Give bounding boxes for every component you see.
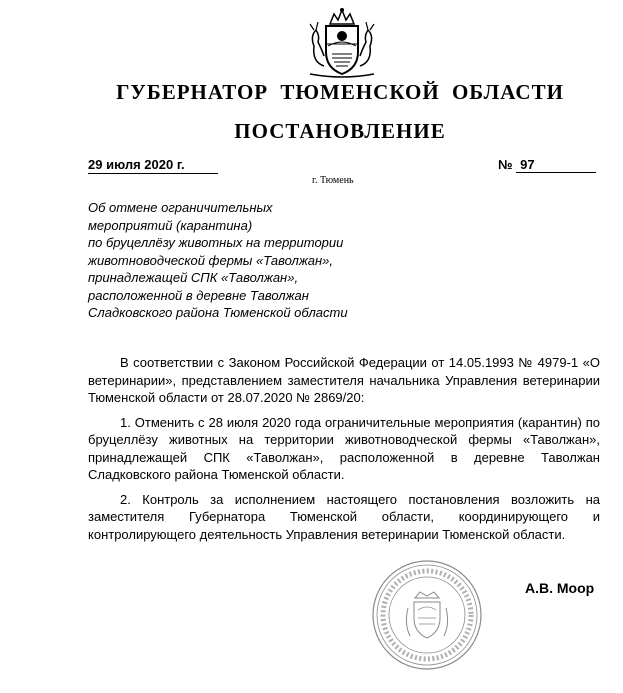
document-subject xyxy=(88,199,388,322)
document-city: г. Тюмень xyxy=(312,175,354,186)
subject-line: животноводческой фермы «Таволжан», xyxy=(88,252,334,268)
signature-name: А.В. Моор xyxy=(525,580,595,596)
subject-line: Об отмене ограничительных xyxy=(88,200,273,215)
document-body xyxy=(88,354,600,550)
subject-line: принадлежащей СПК «Таволжан», xyxy=(88,270,299,285)
item-1-paragraph: 1. Отменить с 28 июля 2020 года ограничительные мероприятия (карантин) по бруцеллёзу животных на территории животноводческой фермы «Таволжан», принадлежащей СПК «Таволжан», расположенной в деревне Таволжан Сладковского района Тюменской области. xyxy=(88,414,600,482)
document-number xyxy=(498,157,594,173)
subject-line: Сладковского района Тюменской области xyxy=(88,305,348,320)
document-date: 29 июля 2020 г. xyxy=(88,157,218,174)
subject-line: мероприятий (карантина) xyxy=(88,217,253,233)
subject-line: расположенной в деревне Таволжан xyxy=(88,287,309,303)
item-2-paragraph: 2. Контроль за исполнением настоящего постановления возложить на заместителя Губернатора Тюменской области, координирующего и контролирующего деятельность Управления ветеринарии Тюменской области. xyxy=(88,491,600,542)
number-sign: № xyxy=(498,157,513,172)
coat-of-arms-emblem xyxy=(296,6,388,80)
official-seal-stamp xyxy=(370,558,484,672)
subject-line: по бруцеллёзу животных на территории xyxy=(88,235,344,250)
preamble-paragraph: В соответствии с Законом Российской Федерации от 14.05.1993 № 4979-1 «О ветеринарии», представлением заместителя начальника Управления ветеринарии Тюменской области от 28.07.2020 № 2869/20: xyxy=(88,355,600,405)
number-value: 97 xyxy=(516,157,596,173)
document-type-title: ПОСТАНОВЛЕНИЕ xyxy=(234,119,446,143)
organization-title: ГУБЕРНАТОР ТЮМЕНСКОЙ ОБЛАСТИ xyxy=(116,80,564,104)
